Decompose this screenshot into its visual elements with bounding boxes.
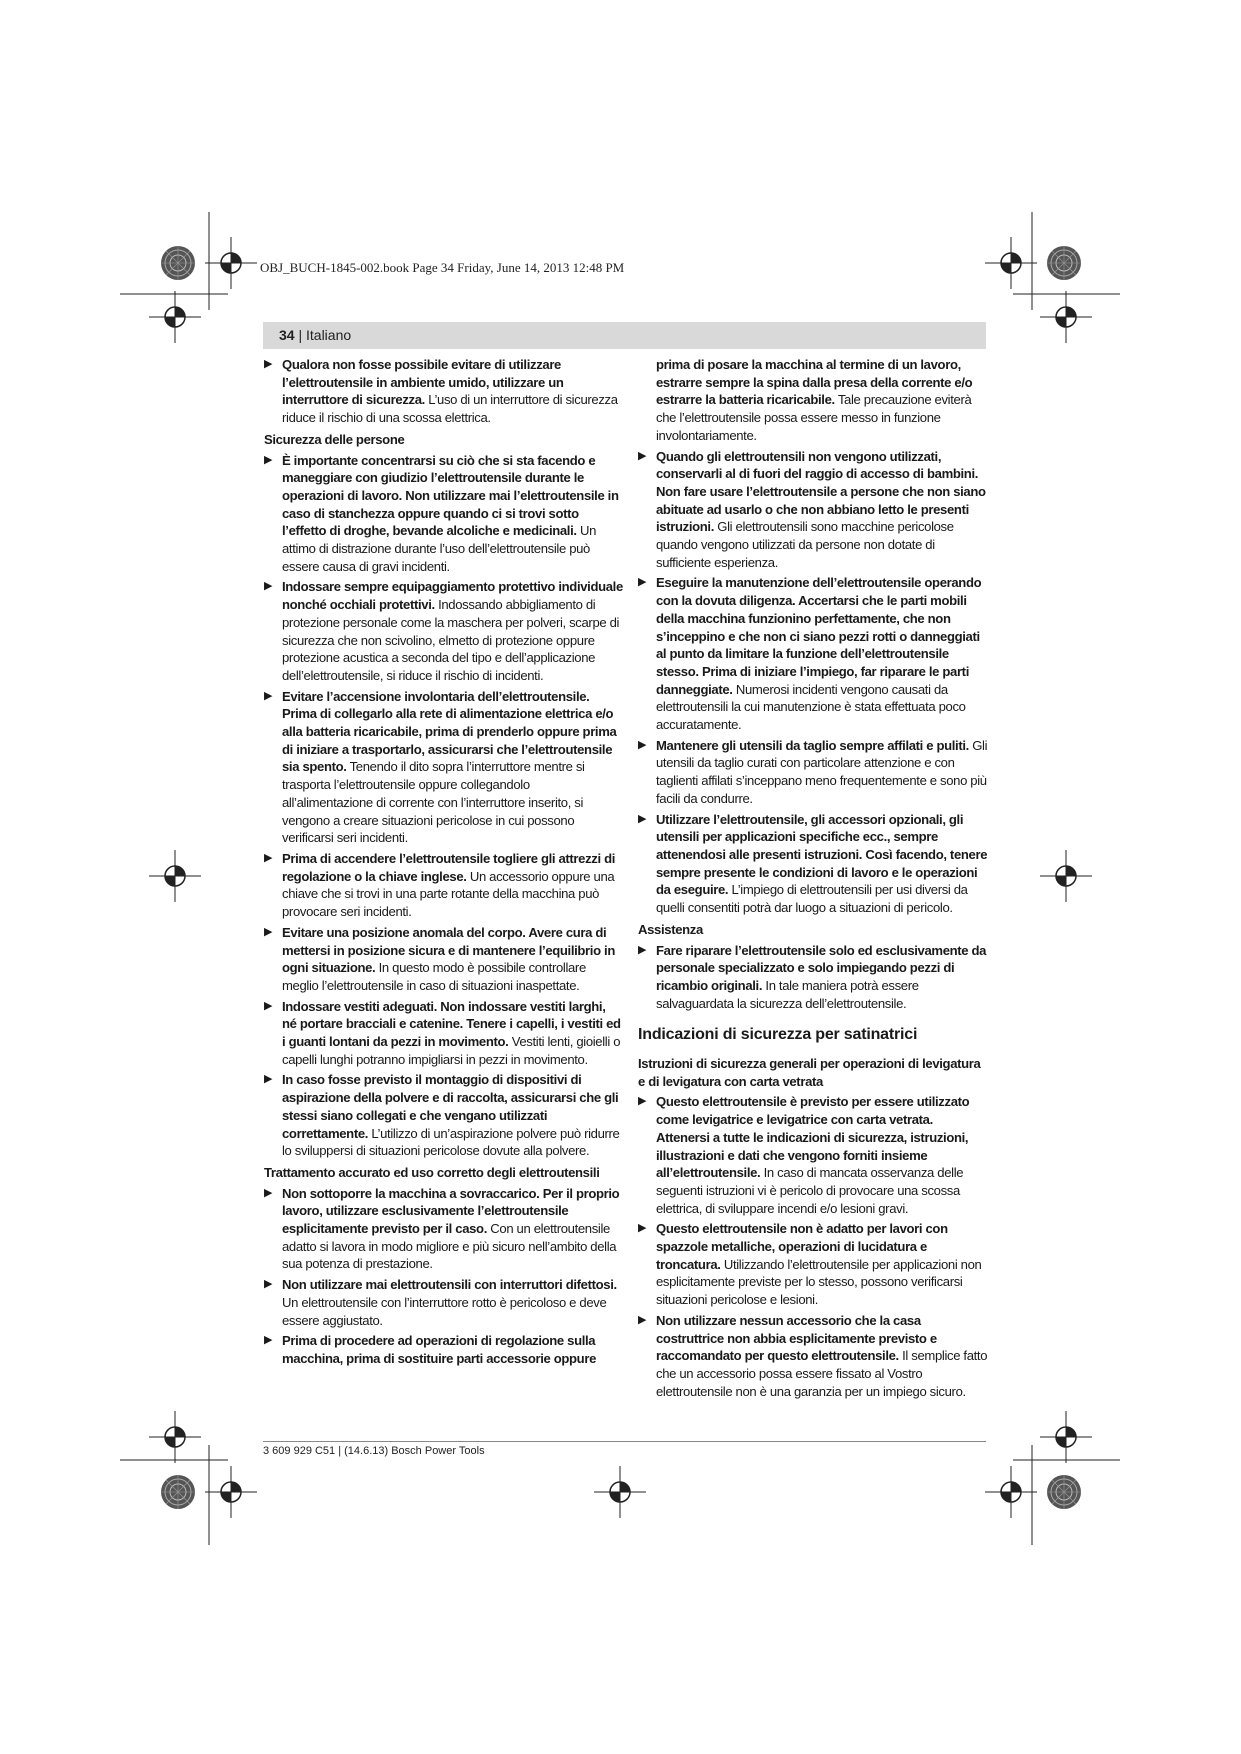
list-item: ▶ In caso fosse previsto il montaggio di dispositivi di aspirazione della polvere e di raccolta, assicurarsi che gli stessi siano collegati e che vengano utilizzati correttamente. L’utilizzo di un’aspirazione polvere può ridurre lo sviluppersi di situazioni pericolose dovute alla polvere. xyxy=(264,1072,620,1159)
list-item: ▶ Non sottoporre la macchina a sovraccarico. Per il proprio lavoro, utilizzare esclusivamente l’elettroutensile esplicitamente previsto per il caso. Con un elettroutensile adatto si lavora in modo migliore e più sicuro nell’ambito della sua potenza di prestazione. xyxy=(264,1185,620,1272)
page-header-text xyxy=(279,327,351,343)
page-footer: 3 609 929 C51 | (14.6.13) Bosch Power Tools xyxy=(263,1445,485,1457)
list-item: ▶ Utilizzare l’elettroutensile, gli accessori opzionali, gli utensili per applicazioni specifiche ecc., sempre attenendosi alle presenti istruzioni. Così facendo, tenere sempre presente le condizioni di lavoro e le operazioni da eseguire. L’impiego di elettroutensili per usi diversi da quelli consentiti potrà dar luogo a situazioni di pericolo. xyxy=(638,811,988,916)
list-item: ▶ Eseguire la manutenzione dell’elettroutensile operando con la dovuta diligenza. Accertarsi che le parti mobili della macchina funzionino perfettamente, che non s’inceppino e che non ci siano pezzi rotti o danneggiati al punto da limitare la funzione dell’elettroutensile stesso. Prima di iniziare l’impiego, far riparare le parti danneggiate. Numerosi incidenti vengono causati da elettroutensili la cui manutenzione è stata effettuata poco accuratamente. xyxy=(638,575,982,733)
page-number: 34 xyxy=(279,327,295,343)
list-item: ▶ Non utilizzare mai elettroutensili con interruttori difettosi. Un elettroutensile con l’interruttore rotto è pericoloso e deve essere aggiustato. xyxy=(264,1277,617,1328)
bullet-arrow-icon: ▶ xyxy=(264,580,273,593)
bullet-arrow-icon: ▶ xyxy=(264,999,273,1012)
page-header-separator: | xyxy=(294,327,306,343)
right-column xyxy=(638,356,988,1403)
bullet-arrow-icon: ▶ xyxy=(264,453,273,466)
book-file-header: OBJ_BUCH-1845-002.book Page 34 Friday, June 14, 2013 12:48 PM xyxy=(260,260,625,275)
bullet-arrow-icon: ▶ xyxy=(264,1334,273,1347)
list-item: ▶ Indossare sempre equipaggiamento protettivo individuale nonché occhiali protettivi. Indossando abbigliamento di protezione personale come la maschera per polveri, scarpe di sicurezza che non scivolino, elmetto di protezione oppure protezione acustica a seconda del tipo e dell’applicazione dell’elettroutensile, si riduce il rischio di incidenti. xyxy=(264,579,623,683)
list-item: ▶ Questo elettroutensile non è adatto per lavori con spazzole metalliche, operazioni di lucidatura e troncatura. Utilizzando l’elettroutensile per applicazioni non esplicitamente previste per lo stesso, possono verificarsi situazioni pericolose e lesioni. xyxy=(638,1221,982,1308)
list-item: ▶ Quando gli elettroutensili non vengono utilizzati, conservarli al di fuori del raggio di accesso di bambini. Non fare usare l’elettroutensile a persone che non siano abituate ad usarlo o che non abbiano letto le presenti istruzioni. Gli elettroutensili sono macchine pericolose quando vengono utilizzati da persone non dotate di sufficiente esperienza. xyxy=(638,448,986,570)
list-item: ▶ Fare riparare l’elettroutensile solo ed esclusivamente da personale specializzato e solo impiegando pezzi di ricambio originali. In tale maniera potrà essere salvaguardata la sicurezza dell’elettroutensile. xyxy=(638,942,987,1011)
bullet-arrow-icon: ▶ xyxy=(264,1278,273,1291)
bullet-arrow-icon: ▶ xyxy=(638,1313,647,1326)
list-item: ▶ Mantenere gli utensili da taglio sempre affilati e puliti. Gli utensili da taglio curati con particolare attenzione e con taglienti affilati s’inceppano meno frequentemente e sono più facili da condurre. xyxy=(638,737,988,806)
list-item-continued: prima di posare la macchina al termine di un lavoro, estrarre sempre la spina dalla presa della corrente e/o estrarre la batteria ricaricabile. Tale precauzione eviterà che l’elettroutensile possa essere messo in funzione involontariamente. xyxy=(656,357,973,443)
list-item: ▶ Qualora non fosse possibile evitare di utilizzare l’elettroutensile in ambiente umido, utilizzare un interruttore di sicurezza. L’uso di un interruttore di sicurezza riduce il rischio di una scossa elettrica. xyxy=(264,357,618,426)
bullet-arrow-icon: ▶ xyxy=(638,943,647,956)
left-column xyxy=(264,356,623,1371)
bullet-arrow-icon: ▶ xyxy=(264,925,273,938)
page-header-bar xyxy=(263,322,986,349)
bullet-arrow-icon: ▶ xyxy=(638,738,647,751)
section-heading: Sicurezza delle persone xyxy=(264,431,405,447)
bullet-arrow-icon: ▶ xyxy=(638,449,647,462)
bullet-arrow-icon: ▶ xyxy=(264,689,273,702)
list-item: ▶ Evitare l’accensione involontaria dell’elettroutensile. Prima di collegarlo alla rete di alimentazione elettrica e/o alla batteria ricaricabile, prima di prenderlo oppure prima di iniziare a trasportarlo, assicurarsi che l’elettroutensile sia spento. Tenendo il dito sopra l’interruttore mentre si trasporta l’elettroutensile oppure collegandolo all’alimentazione di corrente con l’interruttore inserito, si vengono a creare situazioni pericolose in cui possono verificarsi seri incidenti. xyxy=(264,688,617,846)
footer-divider xyxy=(263,1441,986,1442)
bullet-arrow-icon: ▶ xyxy=(264,358,273,370)
section-heading: Trattamento accurato ed uso corretto degli elettroutensili xyxy=(264,1164,600,1180)
list-item: ▶ Prima di procedere ad operazioni di regolazione sulla macchina, prima di sostituire parti accessorie oppure xyxy=(264,1333,596,1366)
bullet-arrow-icon: ▶ xyxy=(638,1095,647,1108)
bullet-arrow-icon: ▶ xyxy=(264,851,273,864)
bullet-arrow-icon: ▶ xyxy=(264,1186,273,1199)
bullet-arrow-icon: ▶ xyxy=(638,1222,647,1235)
page-language: Italiano xyxy=(306,327,352,343)
list-item: ▶ Questo elettroutensile è previsto per essere utilizzato come levigatrice e levigatrice con carta vetrata. Attenersi a tutte le indicazioni di sicurezza, istruzioni, illustrazioni e dati che vengono forniti insieme all’elettroutensile. In caso di mancata osservanza delle seguenti istruzioni vi è pericolo di provocare una scossa elettrica, di sviluppare incendi e/o lesioni gravi. xyxy=(638,1094,970,1216)
bullet-arrow-icon: ▶ xyxy=(638,812,647,825)
section-heading: Istruzioni di sicurezza generali per operazioni di levigatura e di levigatura con carta vetrata xyxy=(638,1056,981,1089)
list-item: ▶ Evitare una posizione anomala del corpo. Avere cura di mettersi in posizione sicura e di mantenere l’equilibrio in ogni situazione. In questo modo è possibile controllare meglio l’elettroutensile in caso di situazioni inaspettate. xyxy=(264,924,615,993)
list-item: ▶ Non utilizzare nessun accessorio che la casa costruttrice non abbia esplicitamente previsto e raccomandato per questo elettroutensile. Il semplice fatto che un accessorio possa essere fissato al Vostro elettroutensile non è una garanzia per un impiego sicuro. xyxy=(638,1312,988,1399)
bullet-arrow-icon: ▶ xyxy=(264,1073,273,1086)
list-item: ▶ Indossare vestiti adeguati. Non indossare vestiti larghi, né portare bracciali e catenine. Tenere i capelli, i vestiti ed i guanti lontani da pezzi in movimento. Vestiti lenti, gioielli o capelli lunghi potranno impigliarsi in pezzi in movimento. xyxy=(264,998,621,1067)
list-item: ▶ Prima di accendere l’elettroutensile togliere gli attrezzi di regolazione o la chiave inglese. Un accessorio oppure una chiave che si trovi in una parte rotante della macchina può provocare seri incidenti. xyxy=(264,850,616,920)
section-title: Indicazioni di sicurezza per satinatrici xyxy=(638,1026,918,1044)
list-item: ▶ È importante concentrarsi su ciò che si sta facendo e maneggiare con giudizio l’elettroutensile durante le operazioni di lavoro. Non utilizzare mai l’elettroutensile in caso di stanchezza oppure quando ci si trovi sotto l’effetto di droghe, bevande alcoliche e medicinali. Un attimo di distrazione durante l’uso dell’elettroutensile può essere causa di gravi incidenti. xyxy=(264,452,619,574)
section-heading: Assistenza xyxy=(638,921,703,937)
bullet-arrow-icon: ▶ xyxy=(638,576,647,589)
